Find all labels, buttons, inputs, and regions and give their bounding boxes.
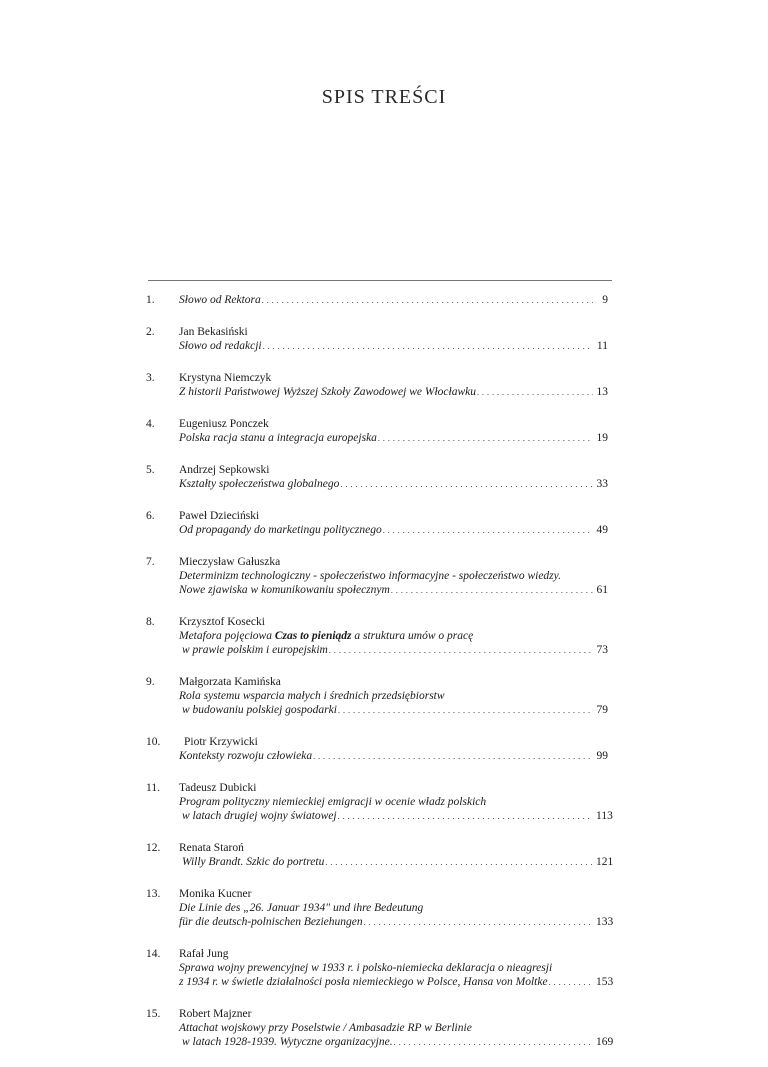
entry-title-cont: z 1934 r. w świetle działalności posła niemieckiego w Polsce, Hansa von Moltke: [179, 976, 548, 988]
entry-number: 5.: [146, 464, 155, 476]
entry-number: 3.: [146, 372, 155, 384]
entry-title-cont: w prawie polskim i europejskim: [182, 644, 328, 656]
toc-entry: [146, 887, 614, 930]
entry-number: 12.: [146, 842, 161, 854]
entry-title-cont: w latach drugiej wojny światowej: [182, 810, 337, 822]
page-number: 11: [596, 340, 608, 352]
entry-title: Rola systemu wsparcia małych i średnich przedsiębiorstw: [179, 690, 445, 702]
page-number: 61: [596, 584, 608, 596]
table-of-contents: [146, 293, 614, 1067]
toc-entry: [146, 325, 608, 354]
entry-title: Polska racja stanu a integracja europejska: [179, 432, 377, 444]
bold-phrase: Czas to pieniądz: [274, 630, 352, 642]
toc-entry: [146, 1007, 614, 1050]
entry-title: Attachat wojskowy przy Poselstwie / Ambasadzie RP w Berlinie: [179, 1022, 472, 1034]
page-number: 153: [596, 976, 614, 988]
toc-entry: [146, 293, 608, 308]
entry-title-cont: Nowe zjawiska w komunikowaniu społecznym: [179, 584, 390, 596]
entry-title: Słowo od redakcji: [179, 340, 262, 352]
entry-number: 11.: [146, 782, 160, 794]
entry-title: Determinizm technologiczny - społeczeństwo informacyjne - społeczeństwo wiedzy.: [179, 570, 561, 582]
entry-author: Robert Majzner: [179, 1008, 252, 1020]
entry-author: Paweł Dzieciński: [179, 510, 260, 522]
entry-author: Renata Staroń: [179, 842, 244, 854]
entry-title: Sprawa wojny prewencyjnej w 1933 r. i polsko-niemiecka deklaracja o nieagresji: [179, 962, 553, 974]
page-number: 13: [596, 386, 608, 398]
entry-title: Willy Brandt. Szkic do portretu: [182, 856, 325, 868]
entry-title: Z historii Państwowej Wyższej Szkoły Zawodowej we Włocławku: [179, 386, 476, 398]
entry-author: Piotr Krzywicki: [184, 736, 258, 748]
entry-author: Tadeusz Dubicki: [179, 782, 257, 794]
page-number: 49: [596, 524, 608, 536]
entry-number: 2.: [146, 326, 155, 338]
page-number: 33: [596, 478, 608, 490]
entry-author: Jan Bekasiński: [179, 326, 248, 338]
entry-number: 6.: [146, 510, 155, 522]
entry-title: Słowo od Rektora: [179, 294, 261, 306]
toc-entry: [146, 841, 614, 870]
entry-number: 10.: [146, 736, 161, 748]
entry-number: 7.: [146, 556, 155, 568]
toc-entry: [146, 417, 608, 446]
page-number: 113: [596, 810, 613, 822]
toc-entry: [146, 371, 608, 400]
toc-entry: [146, 463, 608, 492]
entry-number: 1.: [146, 294, 155, 306]
entry-title: Die Linie des „26. Januar 1934" und ihre Bedeutung: [179, 902, 424, 914]
entry-number: 13.: [146, 888, 161, 900]
entry-number: 9.: [146, 676, 155, 688]
entry-author: Andrzej Sepkowski: [179, 464, 270, 476]
page-number: 169: [596, 1036, 614, 1048]
entry-author: Krystyna Niemczyk: [179, 372, 272, 384]
page-number: 133: [596, 916, 614, 928]
page-title: SPIS TREŚCI: [321, 86, 447, 108]
entry-title-cont: für die deutsch-polnischen Beziehungen: [179, 916, 363, 928]
entry-title: Od propagandy do marketingu politycznego: [179, 524, 382, 536]
entry-author: Małgorzata Kamińska: [179, 676, 281, 688]
entry-number: 4.: [146, 418, 155, 430]
entry-number: 8.: [146, 616, 155, 628]
entry-number: 14.: [146, 948, 161, 960]
page-number: 9: [602, 294, 608, 306]
entry-title: Kształty społeczeństwa globalnego: [179, 478, 340, 490]
entry-number: 15.: [146, 1008, 161, 1020]
entry-title-cont: w budowaniu polskiej gospodarki: [182, 704, 337, 716]
toc-entry: [146, 509, 608, 538]
page-number: 99: [596, 750, 608, 762]
toc-entry: [146, 615, 608, 658]
entry-title: Program polityczny niemieckiej emigracji w ocenie władz polskich: [179, 796, 487, 808]
page-number: 79: [596, 704, 608, 716]
entry-author: Mieczysław Gałuszka: [179, 556, 281, 568]
divider: [148, 280, 612, 281]
toc-entry: [146, 735, 608, 764]
page-number: 121: [596, 856, 614, 868]
entry-title: Konteksty rozwoju człowieka: [179, 750, 313, 762]
toc-entry: [146, 781, 613, 824]
page-number: 73: [596, 644, 608, 656]
entry-author: Krzysztof Kosecki: [179, 616, 265, 628]
toc-entry: [146, 675, 608, 718]
page-number: 19: [596, 432, 608, 444]
entry-author: Monika Kucner: [179, 888, 252, 900]
entry-title: Metafora pojęciowa Czas to pieniądz a struktura umów o pracę: [179, 630, 474, 642]
entry-author: Rafał Jung: [179, 948, 229, 960]
entry-title-cont: w latach 1928-1939. Wytyczne organizacyjne.: [182, 1036, 393, 1048]
entry-author: Eugeniusz Ponczek: [179, 418, 269, 430]
toc-entry: [146, 947, 614, 990]
toc-entry: [146, 555, 608, 598]
